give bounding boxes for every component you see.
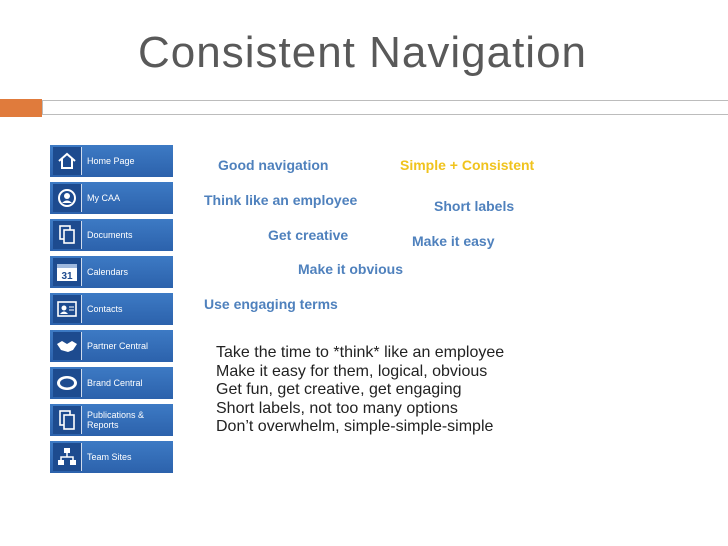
bullet-line: Take the time to *think* like an employee — [216, 344, 505, 361]
nav-item-brand-central[interactable] — [50, 367, 173, 399]
nav-label: Documents — [87, 230, 133, 240]
caa-logo-icon — [53, 369, 82, 397]
home-icon — [53, 147, 82, 175]
rule-tick — [42, 100, 43, 115]
nav-label: My CAA — [87, 193, 121, 203]
svg-text:31: 31 — [61, 271, 73, 282]
hint-simple-consistent: Simple + Consistent — [400, 157, 535, 173]
slide-title: Consistent Navigation — [138, 28, 588, 77]
bullet-line: Don’t overwhelm, simple-simple-simple — [216, 418, 494, 436]
nav-panel — [50, 140, 173, 476]
nav-item-contacts[interactable] — [50, 293, 173, 325]
handshake-icon — [53, 332, 82, 360]
hint-think-like-employee: Think like an employee — [204, 192, 358, 208]
user-icon — [53, 184, 82, 212]
nav-item-documents[interactable] — [50, 219, 173, 251]
bullet-line: Make it easy for them, logical, obvious — [216, 362, 488, 380]
documents-icon — [53, 221, 82, 249]
accent-bar — [0, 99, 42, 117]
bullet-line: Short labels, not too many options — [216, 399, 458, 417]
nav-item-my-caa[interactable] — [50, 182, 173, 214]
hint-use-engaging-terms: Use engaging terms — [204, 296, 338, 312]
nav-label: Team Sites — [87, 452, 132, 462]
hint-good-navigation: Good navigation — [218, 157, 329, 173]
hint-make-it-easy: Make it easy — [412, 233, 495, 249]
nav-label: Brand Central — [87, 378, 143, 388]
bullet-list — [216, 344, 504, 437]
nav-item-partner-central[interactable] — [50, 330, 173, 362]
publications-icon — [53, 406, 82, 434]
calendar-icon — [53, 258, 82, 286]
nav-item-team-sites[interactable] — [50, 441, 173, 473]
nav-label: Partner Central — [87, 341, 149, 351]
nav-label: Calendars — [87, 267, 129, 277]
nav-item-calendars[interactable] — [50, 256, 173, 288]
hint-short-labels: Short labels — [434, 198, 515, 214]
nav-item-home-page[interactable] — [50, 145, 173, 177]
bullet-line: Get fun, get creative, get engaging — [216, 381, 462, 399]
hint-make-it-obvious: Make it obvious — [298, 261, 404, 277]
nav-item-publications-reports[interactable] — [50, 404, 173, 436]
nav-label: Publications & Reports — [87, 410, 145, 430]
title-rule — [0, 100, 728, 115]
nav-label: Contacts — [87, 304, 123, 314]
contacts-icon — [53, 295, 82, 323]
hint-get-creative: Get creative — [268, 227, 349, 243]
team-sites-icon — [53, 443, 82, 471]
nav-label: Home Page — [87, 156, 135, 166]
